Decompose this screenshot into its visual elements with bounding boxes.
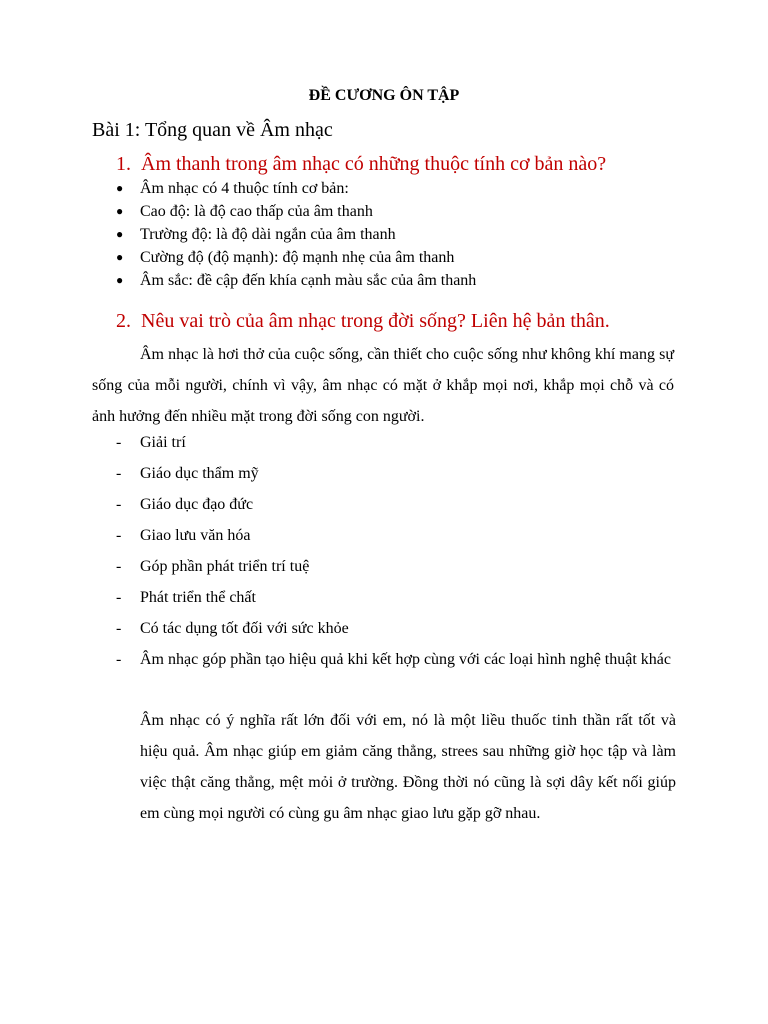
- question-2-text: Nêu vai trò của âm nhạc trong đời sống? Liên hệ bản thân.: [141, 310, 610, 332]
- bullet-item-text: Âm sắc: đề cập đến khía cạnh màu sắc của âm thanh: [140, 272, 477, 289]
- bullet-dot-icon: ●: [116, 273, 124, 287]
- question-2-number: 2.: [116, 310, 131, 332]
- bullet-dot-icon: ●: [116, 250, 124, 264]
- role-item: [116, 458, 676, 489]
- role-item-text: Có tác dụng tốt đối với sức khỏe: [140, 620, 349, 637]
- role-item-text: Giáo dục thẩm mỹ: [140, 465, 259, 482]
- bullet-item-text: Âm nhạc có 4 thuộc tính cơ bản:: [140, 180, 349, 197]
- role-item: [116, 489, 676, 520]
- dash-marker-icon: -: [116, 527, 122, 544]
- question-1-text: Âm thanh trong âm nhạc có những thuộc tính cơ bản nào?: [141, 153, 607, 175]
- dash-marker-icon: -: [116, 651, 122, 668]
- question-1-heading: [116, 151, 606, 177]
- bullet-item: [116, 246, 476, 269]
- bullet-dot-icon: ●: [116, 181, 124, 195]
- role-item-text: Phát triển thể chất: [140, 589, 256, 606]
- role-item: [116, 427, 676, 458]
- role-item: [116, 582, 676, 613]
- dash-marker-icon: -: [116, 465, 122, 482]
- lesson-title: Bài 1: Tổng quan về Âm nhạc: [92, 119, 333, 141]
- role-item-text: Âm nhạc góp phần tạo hiệu quả khi kết hợp cùng với các loại hình nghệ thuật khác: [140, 651, 671, 668]
- attributes-bullet-list: [116, 177, 476, 292]
- bullet-item: [116, 200, 476, 223]
- role-item-text: Giải trí: [140, 434, 186, 451]
- document-title: ĐỀ CƯƠNG ÔN TẬP: [308, 87, 460, 104]
- bullet-dot-icon: ●: [116, 227, 124, 241]
- dash-marker-icon: -: [116, 496, 122, 513]
- role-item: [116, 613, 676, 644]
- dash-marker-icon: -: [116, 620, 122, 637]
- bullet-item: [116, 223, 476, 246]
- question-1-number: 1.: [116, 153, 131, 175]
- role-item-text: Góp phần phát triển trí tuệ: [140, 558, 310, 575]
- bullet-item-text: Cao độ: là độ cao thấp của âm thanh: [140, 203, 373, 220]
- role-item: [116, 520, 676, 551]
- closing-paragraph: Âm nhạc có ý nghĩa rất lớn đối với em, nó là một liều thuốc tinh thần rất tốt và hiệu quả. Âm nhạc giúp em giảm căng thẳng, strees sau những giờ học tập và làm việc thật căng thẳng, mệt mỏi ở trường. Đồng thời nó cũng là sợi dây kết nối giúp em cùng mọi người có cùng gu âm nhạc giao lưu gặp gỡ nhau.: [140, 712, 676, 822]
- dash-marker-icon: -: [116, 558, 122, 575]
- role-item-text: Giao lưu văn hóa: [140, 527, 251, 544]
- intro-paragraph: Âm nhạc là hơi thở của cuộc sống, cần thiết cho cuộc sống như không khí mang sự sống của mỗi người, chính vì vậy, âm nhạc có mặt ở khắp mọi nơi, khắp mọi chỗ và có ảnh hưởng đến nhiều mặt trong đời sống con người.: [92, 346, 674, 425]
- bullet-dot-icon: ●: [116, 204, 124, 218]
- dash-marker-icon: -: [116, 434, 122, 451]
- dash-marker-icon: -: [116, 589, 122, 606]
- bullet-item: [116, 269, 476, 292]
- role-item: [116, 551, 676, 582]
- bullet-item-text: Cường độ (độ mạnh): độ mạnh nhẹ của âm thanh: [140, 249, 455, 266]
- bullet-item-text: Trường độ: là độ dài ngắn của âm thanh: [140, 226, 396, 243]
- bullet-item: [116, 177, 476, 200]
- role-item: [116, 644, 676, 675]
- question-2-heading: [116, 308, 610, 334]
- roles-dash-list: [116, 427, 676, 675]
- role-item-text: Giáo dục đạo đức: [140, 496, 254, 513]
